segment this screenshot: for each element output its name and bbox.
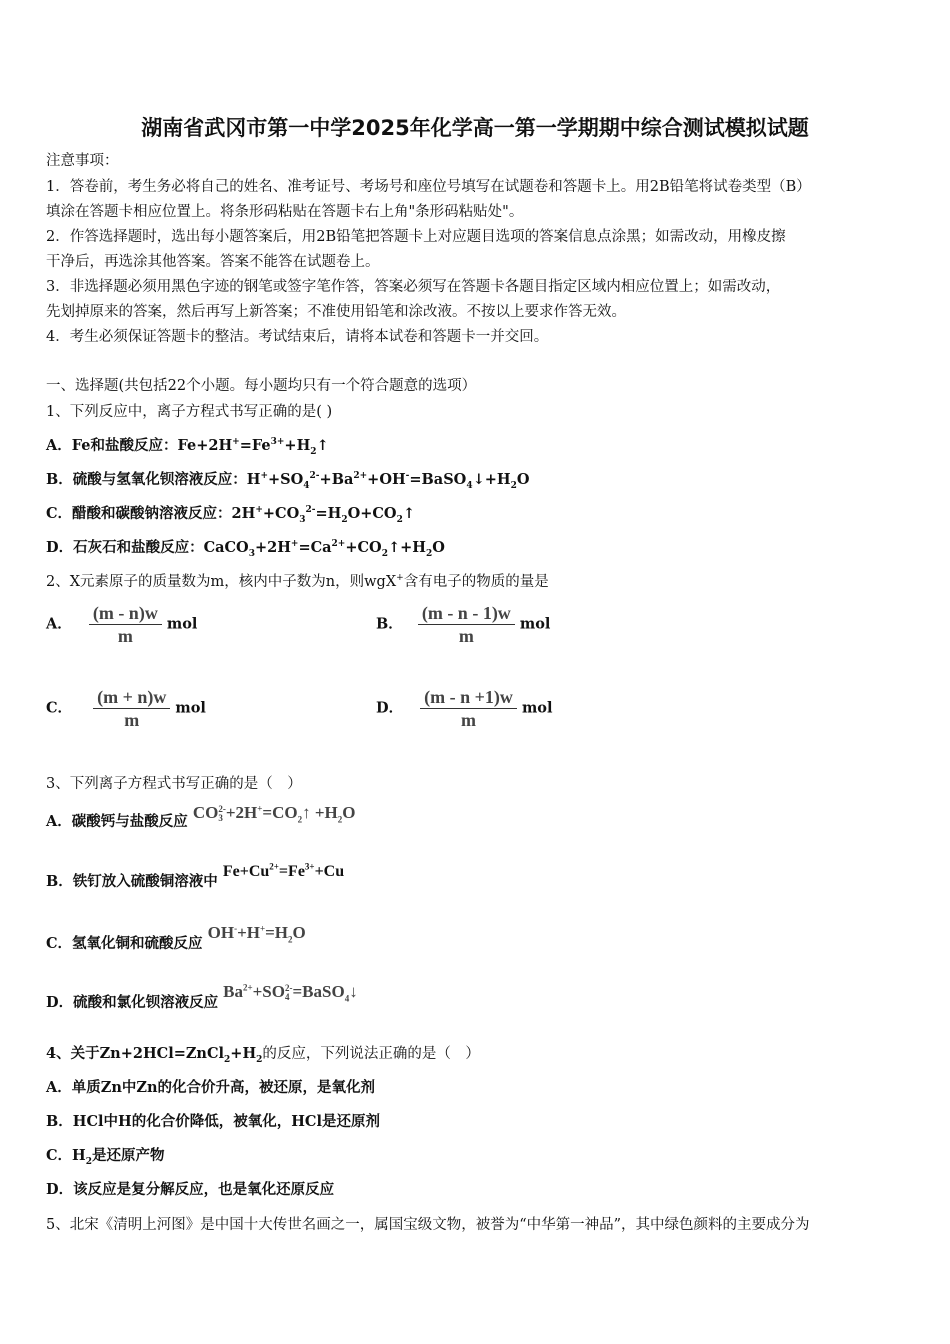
fraction: $\frac{(m - n)w}{m}$ bbox=[89, 604, 162, 645]
question-4-option-c: C．$H_2$是还原产物 bbox=[46, 1147, 165, 1167]
question-1-option-a: A．Fe和盐酸反应：$Fe+2H^+=Fe^{3+}+H_2↑$ bbox=[46, 437, 329, 457]
question-1-option-b: B．硫酸与氢氧化钡溶液反应：$H^++SO_4^{2-}+Ba^{2+}+OH^-=BaSO_4↓+H_2O$ bbox=[46, 471, 530, 491]
notice-line: 1．答卷前，考生务必将自己的姓名、准考证号、考场号和座位号填写在试题卷和答题卡上。用2B铅笔将试卷类型（B） bbox=[46, 179, 811, 195]
notice-line: 干净后，再选涂其他答案。答案不能答在试题卷上。 bbox=[46, 254, 380, 270]
fraction: $\frac{(m - n - 1)w}{m}$ bbox=[418, 604, 515, 645]
fraction: $\frac{(m - n +1)w}{m}$ bbox=[420, 688, 517, 729]
question-3-option-b: B．铁钉放入硫酸铜溶液中 $Fe+Cu^{2+}=Fe^{3+}+Cu$ bbox=[46, 861, 345, 890]
question-2-option-c: C． $\frac{(m + n)w}{m}$ mol bbox=[46, 687, 206, 730]
question-4-stem: 4、关于$Zn+2HCl=ZnCl_2+H_2$的反应，下列说法正确的是（ ） bbox=[46, 1045, 480, 1065]
question-2-option-a: A． $\frac{(m - n)w}{m}$ mol bbox=[46, 603, 198, 646]
question-2-stem: 2、X元素原子的质量数为m，核内中子数为n，则wgX+含有电子的物质的量是 bbox=[46, 573, 549, 590]
equation: $Ba^{2+}+SO$ 2- 4 =BaSO$_4$↓ bbox=[223, 982, 358, 1004]
notice-line: 3．非选择题必须用黑色字迹的钢笔或签字笔作答，答案必须写在答题卡各题目指定区域内相应位置上；如需改动， bbox=[46, 279, 781, 295]
question-3-stem: 3、下列离子方程式书写正确的是（ ） bbox=[46, 776, 302, 792]
notice-line: 4．考生必须保证答题卡的整洁。考试结束后，请将本试卷和答题卡一并交回。 bbox=[46, 329, 549, 345]
question-2-option-d: D． $\frac{(m - n +1)w}{m}$ mol bbox=[376, 687, 553, 730]
question-4-option-a: A．单质Zn中Zn的化合价升高，被还原，是氧化剂 bbox=[46, 1079, 376, 1096]
question-5-stem: 5、北宋《清明上河图》是中国十大传世名画之一，属国宝级文物，被誉为“中华第一神品”，其中绿色颜料的主要成分为 bbox=[46, 1217, 810, 1233]
equation: $Fe+Cu^{2+}=Fe^{3+}+Cu$ bbox=[222, 861, 345, 880]
equation: $OH^-+H^+=H_2O$ bbox=[207, 923, 306, 945]
question-3-option-c: C．氢氧化铜和硫酸反应 $OH^-+H^+=H_2O$ bbox=[46, 923, 306, 952]
question-1-option-d: D．石灰石和盐酸反应：$CaCO_3+2H^+=Ca^{2+}+CO_2↑+H_2O$ bbox=[46, 539, 445, 559]
question-3-option-d: D．硫酸和氯化钡溶液反应 $Ba^{2+}+SO$ 2- 4 =BaSO$_4$↓ bbox=[46, 982, 358, 1011]
question-1-option-c: C．醋酸和碳酸钠溶液反应：$2H^++CO_3^{2-}=H_2O+CO_2↑$ bbox=[46, 505, 415, 525]
question-3-option-a: A．碳酸钙与盐酸反应 CO 2- 3 $+2H^+=CO_2↑ +H_2O$ bbox=[46, 803, 356, 830]
question-1-stem: 1、下列反应中，离子方程式书写正确的是( ) bbox=[46, 404, 333, 420]
notice-line: 先划掉原来的答案，然后再写上新答案；不准使用铅笔和涂改液。不按以上要求作答无效。 bbox=[46, 304, 626, 320]
notice-line: 2．作答选择题时，选出每小题答案后，用2B铅笔把答题卡上对应题目选项的答案信息点涂黑；如需改动，用橡皮擦 bbox=[46, 229, 786, 245]
notice-line: 填涂在答题卡相应位置上。将条形码粘贴在答题卡右上角"条形码粘贴处"。 bbox=[46, 204, 524, 220]
page-title: 湖南省武冈市第一中学2025年化学高一第一学期期中综合测试模拟试题 bbox=[141, 116, 809, 140]
question-4-option-b: B．HCl中H的化合价降低，被氧化，HCl是还原剂 bbox=[46, 1113, 380, 1130]
equation: CO 2- 3 $+2H^+=CO_2↑ +H_2O$ bbox=[192, 803, 356, 825]
section-heading: 一、选择题(共包括22个小题。每小题均只有一个符合题意的选项） bbox=[46, 378, 477, 394]
fraction: $\frac{(m + n)w}{m}$ bbox=[93, 688, 170, 729]
notice-heading: 注意事项： bbox=[46, 153, 119, 169]
question-4-option-d: D．该反应是复分解反应，也是氧化还原反应 bbox=[46, 1181, 335, 1198]
question-2-option-b: B． $\frac{(m - n - 1)w}{m}$ mol bbox=[376, 603, 551, 646]
